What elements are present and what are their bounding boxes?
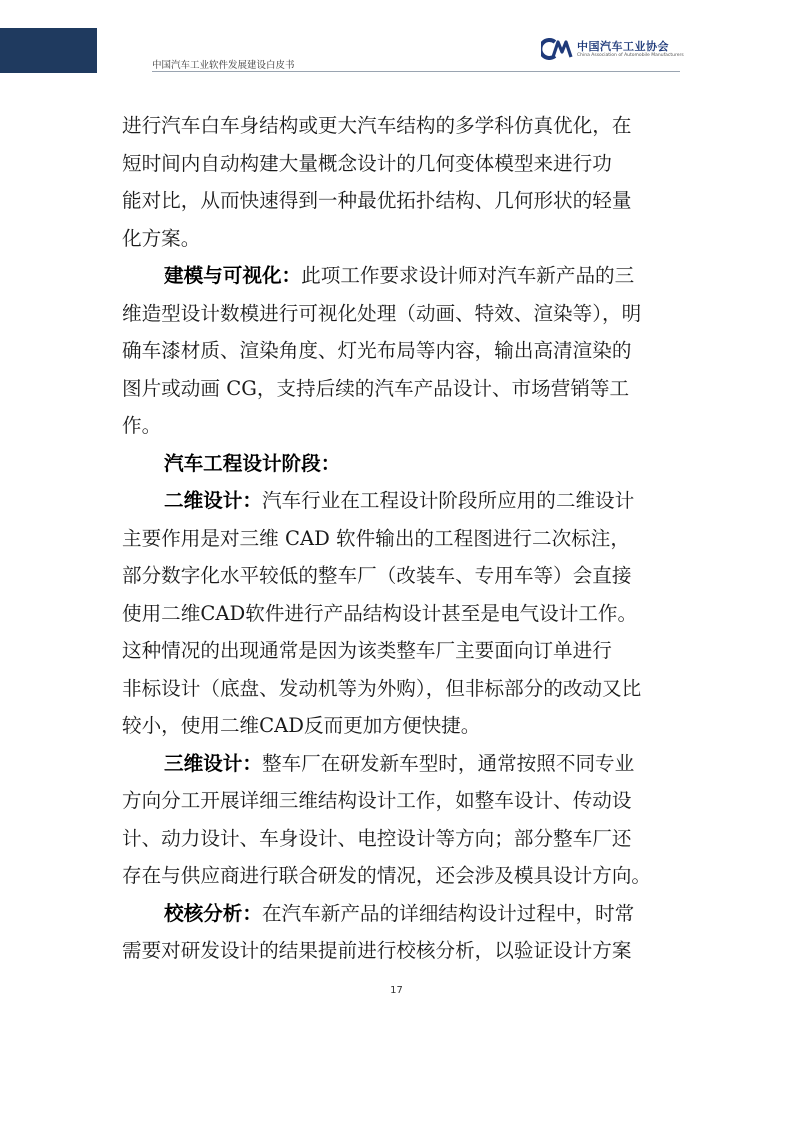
- section-heading: 汽车工程设计阶段：: [164, 451, 341, 475]
- document-title: 中国汽车工业软件发展建设白皮书: [152, 60, 295, 71]
- text-line: 计、动力设计、车身设计、电控设计等方向；部分整车厂还: [122, 826, 632, 850]
- text-line: 主要作用是对三维 CAD 软件输出的工程图进行二次标注，: [122, 526, 630, 550]
- text-line: 存在与供应商进行联合研发的情况，还会涉及模具设计方向。: [122, 864, 652, 887]
- text-line: 这种情况的出现通常是因为该类整车厂主要面向订单进行: [122, 639, 612, 662]
- text-line: 较小，使用二维CAD反而更加方便快捷。: [122, 714, 481, 737]
- page-number: 17: [390, 985, 403, 996]
- text-line: 确车漆材质、渲染角度、灯光布局等内容，输出高清渲染的: [122, 339, 632, 362]
- header-corner-block: [0, 28, 97, 73]
- text-line: 图片或动画 CG，支持后续的汽车产品设计、市场营销等工: [122, 376, 630, 400]
- text-line: 短时间内自动构建大量概念设计的几何变体模型来进行功: [122, 151, 612, 175]
- header-divider: [152, 71, 680, 72]
- text-line: 作。: [122, 414, 162, 437]
- text-line: 部分数字化水平较低的整车厂（改装车、专用车等）会直接: [122, 564, 632, 587]
- logo-mark-icon: [541, 38, 573, 60]
- paragraph-start-line: 三维设计：整车厂在研发新车型时，通常按照不同专业: [164, 751, 635, 775]
- text-line: 进行汽车白车身结构或更大汽车结构的多学科仿真优化，在: [122, 114, 632, 137]
- inline-heading: 校核分析：: [164, 901, 262, 925]
- inline-heading: 三维设计：: [164, 751, 262, 775]
- text-line: 非标设计（底盘、发动机等为外购），但非标部分的改动又比: [122, 676, 642, 700]
- text-line: 使用二维CAD软件进行产品结构设计甚至是电气设计工作。: [122, 601, 638, 625]
- logo-english-name: China Association of Automobile Manufacturers: [577, 53, 684, 58]
- text-line: 需要对研发设计的结果提前进行校核分析，以验证设计方案: [122, 939, 632, 962]
- logo-chinese-name: 中国汽车工业协会: [577, 40, 669, 53]
- paragraph-start-line: 建模与可视化：此项工作要求设计师对汽车新产品的三: [164, 264, 635, 287]
- association-logo: [541, 37, 684, 63]
- text-line: 化方案。: [122, 226, 201, 250]
- section-heading-line: [122, 445, 675, 483]
- paragraph-start-line: 二维设计：汽车行业在工程设计阶段所应用的二维设计: [164, 489, 635, 512]
- inline-heading: 建模与可视化：: [164, 264, 302, 287]
- text-line: 维造型设计数模进行可视化处理（动画、特效、渲染等），明: [122, 301, 642, 325]
- body-text: [122, 107, 675, 970]
- inline-heading: 二维设计：: [164, 489, 262, 512]
- paragraph-start-line: 校核分析：在汽车新产品的详细结构设计过程中，时常: [164, 901, 635, 925]
- text-line: 能对比，从而快速得到一种最优拓扑结构、几何形状的轻量: [122, 189, 632, 212]
- text-line: 方向分工开展详细三维结构设计工作，如整车设计、传动设: [122, 789, 632, 812]
